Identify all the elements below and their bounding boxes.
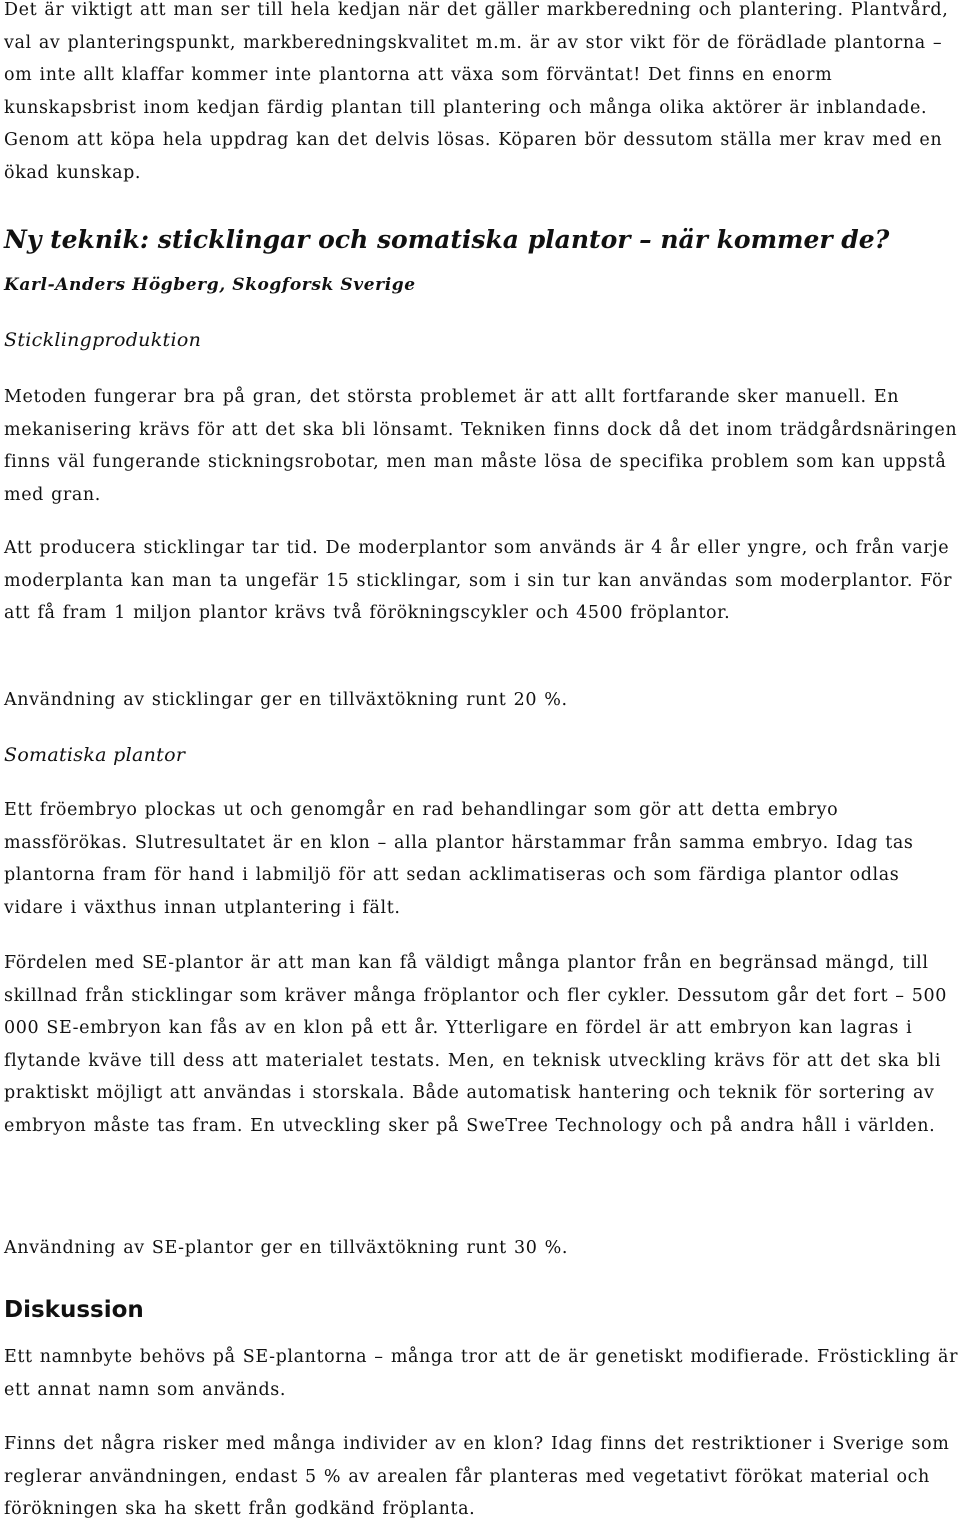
- paragraph-somatic-method: Ett fröembryo plockas ut och genomgår en rad behandlingar som gör att detta embryo massförökas. Slutresultatet är en klon – alla plantor härstammar från samma embryo. Idag tas plantorna fram för hand i labmiljö för att sedan acklimatiseras och som färdiga plantor odlas vidare i växthus innan utplantering i fält.: [4, 800, 914, 918]
- paragraph-somatic-growth: Användning av SE-plantor ger en tillväxtökning runt 30 %.: [4, 1238, 568, 1258]
- intro-paragraph: Det är viktigt att man ser till hela kedjan när det gäller markberedning och plantering. Plantvård, val av planteringspunkt, markberedningskvalitet m.m. är av stor vikt för de förädlade plantorna – om inte allt klaffar kommer inte plantorna att växa som förväntat! Det finns en enorm kunskapsbrist inom kedjan färdig plantan till plantering och många olika aktörer är inblandade. Genom att köpa hela uppdrag kan det delvis lösas. Köparen bör dessutom ställa mer krav med en ökad kunskap.: [4, 0, 949, 183]
- discussion-heading: Diskussion: [4, 1297, 144, 1323]
- paragraph-stickling-method: Metoden fungerar bra på gran, det största problemet är att allt fortfarande sker manuell. En mekanisering krävs för att det ska bli lönsamt. Tekniken finns dock då det inom trädgårdsnäringen finns väl fungerande stickningsrobotar, men man måste lösa de specifika problem som kan uppstå med gran.: [4, 387, 958, 505]
- paragraph-discussion-risks: Finns det några risker med många individer av en klon? Idag finns det restriktioner i Sverige som reglerar användningen, endast 5 % av arealen får planteras med vegetativt förökat material och förökningen ska ha skett från godkänd fröplanta.: [4, 1434, 950, 1519]
- author-line: Karl-Anders Högberg, Skogforsk Sverige: [4, 275, 416, 295]
- section-heading: Ny teknik: sticklingar och somatiska plantor – när kommer de?: [4, 225, 890, 254]
- paragraph-discussion-name: Ett namnbyte behövs på SE-plantorna – många tror att de är genetiskt modifierade. Fröstickling är ett annat namn som används.: [4, 1347, 959, 1400]
- paragraph-stickling-growth: Användning av sticklingar ger en tillväxtökning runt 20 %.: [4, 690, 568, 710]
- paragraph-stickling-production: Att producera sticklingar tar tid. De moderplantor som används är 4 år eller yngre, och från varje moderplanta kan man ta ungefär 15 sticklingar, som i sin tur kan användas som moderplantor. För att få fram 1 miljon plantor krävs två förökningscykler och 4500 fröplantor.: [4, 538, 953, 623]
- paragraph-somatic-advantages: Fördelen med SE-plantor är att man kan få väldigt många plantor från en begränsad mängd, till skillnad från sticklingar som kräver många fröplantor och fler cykler. Dessutom går det fort – 500 000 SE-embryon kan fås av en klon på ett år. Ytterligare en fördel är att embryon kan lagras i flytande kväve till dess att materialet testats. Men, en teknisk utveckling krävs för att det ska bli praktiskt möjligt att användas i storskala. Både automatisk hantering och teknik för sortering av embryon måste tas fram. En utveckling sker på SweTree Technology och på andra håll i världen.: [4, 953, 948, 1136]
- subheading-stickling: Sticklingproduktion: [4, 329, 202, 351]
- subheading-somatic: Somatiska plantor: [4, 744, 186, 766]
